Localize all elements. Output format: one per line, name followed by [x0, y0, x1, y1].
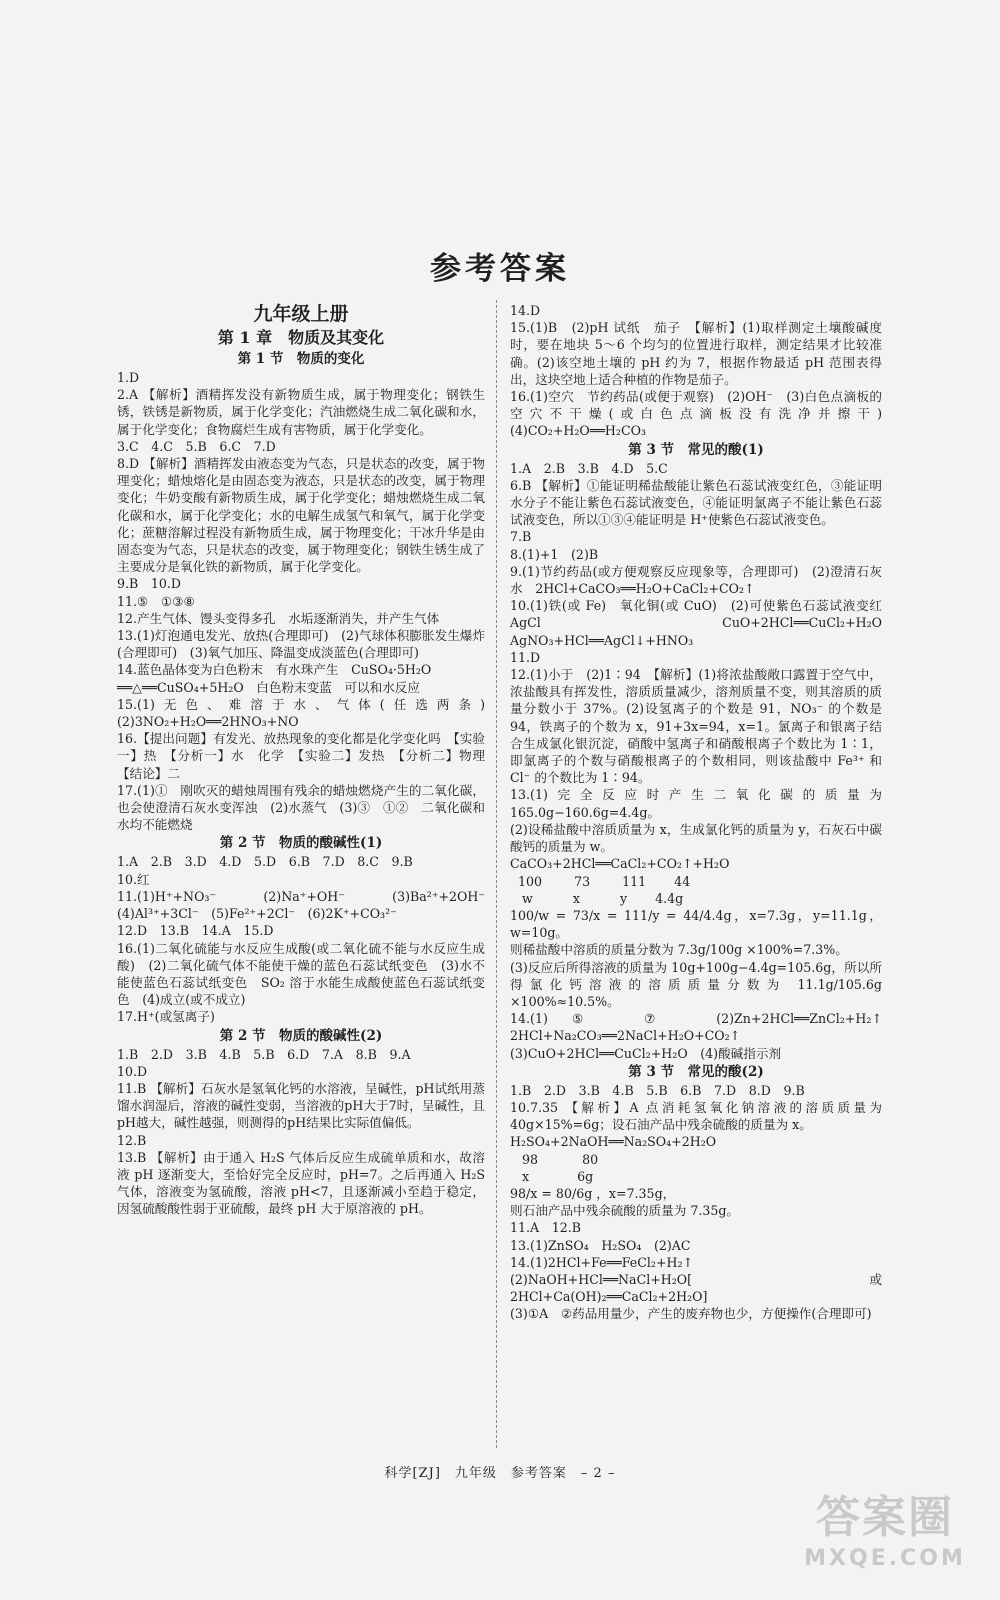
equation-row: 100 73 111 44: [510, 873, 691, 889]
section-heading: 第 3 节 常见的酸(2): [628, 1063, 764, 1080]
answer-line: 12.产生气体、馒头变得多孔 水垢逐渐消失，并产生气体: [117, 610, 440, 626]
answer-line: 100/w = 73/x = 111/y = 44/4.4g，x=7.3g，y=11.1g，w=10g。: [510, 907, 882, 941]
answer-line: 16.(1)二氧化硫能与水反应生成酸(或二氧化硫不能与水反应生成酸) (2)二氧化硫气体不能使干燥的蓝色石蕊试纸变色 (3)水不能使蓝色石蕊试纸变色 SO₂ 溶于水能生成酸使蓝色石蕊试纸变色 (4)成立(或不成立): [117, 940, 485, 1008]
answer-line: H₂SO₄+2NaOH══Na₂SO₄+2H₂O: [510, 1134, 717, 1150]
section-heading: 第 1 节 物质的变化: [237, 351, 365, 367]
answer-line: 98/x = 80/6g ，x=7.35g，: [510, 1185, 676, 1201]
answer-line: 13.(1)完全反应时产生二氧化碳的质量为 165.0g−160.6g=4.4g。: [510, 787, 882, 820]
section-heading: 第 3 节 常见的酸(1): [628, 441, 764, 458]
answer-line: 14.蓝色晶体变为白色粉末 有水珠产生 CuSO₄·5H₂O: [117, 662, 432, 678]
watermark-logo: [790, 1490, 980, 1590]
answer-line: 7.B: [510, 529, 532, 545]
answer-line: 10.(1)铁(或 Fe) 氧化铜(或 CuO) (2)可使紫色石蕊试液变红 AgCl CuO+2HCl══CuCl₂+H₂O AgNO₃+HCl══AgCl↓+HNO₃: [510, 598, 895, 648]
answer-line: 1.B 2.D 3.B 4.B 5.B 6.B 7.D 8.D 9.B: [510, 1082, 805, 1098]
answer-line: 11.⑤ ①③⑧: [117, 593, 195, 609]
page-footer: 科学[ZJ] 九年级 参考答案 – 2 –: [384, 1466, 616, 1481]
answer-line: ══△══CuSO₄+5H₂O 白色粉末变蓝 可以和水反应: [117, 679, 420, 695]
answer-line: 1.D: [117, 370, 140, 385]
answer-line: 17.H⁺(或氢离子): [117, 1009, 215, 1025]
answer-line: 12.B: [117, 1132, 147, 1148]
answer-line: 则稀盐酸中溶质的质量分数为 7.3g/100g ×100%=7.3%。: [510, 942, 848, 958]
answer-line: 9.B 10.D: [117, 576, 181, 592]
answer-line: 1.B 2.D 3.B 4.B 5.B 6.D 7.A 8.B 9.A: [117, 1046, 411, 1062]
right-column: [510, 302, 895, 1323]
answer-line: 9.(1)节约药品(或方便观察反应现象等，合理即可) (2)澄清石灰水 2HCl+CaCO₃══H₂O+CaCl₂+CO₂↑: [510, 563, 882, 597]
answer-line: 11.A 12.B: [510, 1220, 581, 1236]
answer-line: 11.D: [510, 649, 541, 665]
answer-line: CaCO₃+2HCl══CaCl₂+CO₂↑+H₂O: [510, 856, 730, 872]
chapter-heading: 第 1 章 物质及其变化: [217, 328, 385, 347]
equation-row: 98 80: [510, 1151, 599, 1167]
answer-line: 13.(1)灯泡通电发光、放热(合理即可) (2)气球体积膨胀发生爆炸(合理即可) (3)氧气加压、降温变成淡蓝色(合理即可): [117, 628, 485, 661]
answer-line: 13.B 【解析】由于通入 H₂S 气体后反应生成硫单质和水，故溶液 pH 逐渐变大，至恰好完全反应时，pH=7。之后再通入 H₂S 气体，溶液变为氢硫酸，溶液 pH<7，且逐渐减小至趋于稳定，因氢硫酸酸性弱于亚硫酸，最终 pH 大于原溶液的 pH。: [117, 1149, 485, 1217]
answer-line: 则石油产品中残余硫酸的质量为 7.35g。: [510, 1203, 740, 1219]
answer-line: 17.(1)① 刚吹灭的蜡烛周围有残余的蜡烛燃烧产生的二氧化碳，也会使澄清石灰水变浑浊 (2)水蒸气 (3)③ ①② 二氧化碳和水均不能燃烧: [117, 782, 485, 833]
answer-line: (2)设稀盐酸中溶质质量为 x，生成氯化钙的质量为 y，石灰石中碳酸钙的质量为 w。: [510, 821, 882, 855]
answer-line: 11.(1)H⁺+NO₃⁻ (2)Na⁺+OH⁻ (3)Ba²⁺+2OH⁻ (4)Al³⁺+3Cl⁻ (5)Fe²⁺+2Cl⁻ (6)2K⁺+CO₃²⁻: [117, 888, 498, 922]
answer-line: 11.B 【解析】石灰水是氢氧化钙的水溶液，呈碱性，pH试纸用蒸馏水润湿后，溶液的碱性变弱，当溶液的pH大于7时，呈碱性，且pH越大，碱性越强，则测得的pH结果比实际值偏低。: [117, 1080, 485, 1131]
book-heading: 九年级上册: [253, 303, 349, 325]
answer-line: 16.(1)空穴 节约药品(或便于观察) (2)OH⁻ (3)白色点滴板的空穴不干燥(或白色点滴板没有洗净并擦干) (4)CO₂+H₂O══H₂CO₃: [510, 389, 895, 439]
answer-line: 10.D: [117, 1063, 148, 1079]
answer-line: 15.(1)无色、难溶于水、气体(任选两条) (2)3NO₂+H₂O══2HNO₃+NO: [117, 696, 498, 730]
page-title: 参考答案: [430, 251, 570, 287]
answer-line: 6.B 【解析】①能证明稀盐酸能让紫色石蕊试液变红色，③能证明水分子不能让紫色石蕊试液变色，④能证明氯离子不能让紫色石蕊试液变色，所以①③④能证明是 H⁺使紫色石蕊试液变色。: [510, 477, 882, 528]
answer-line: 2.A 【解析】酒精挥发没有新物质生成，属于物理变化；钢铁生锈，铁锈是新物质，属于化学变化；汽油燃烧生成二氧化碳和水，属于化学变化；食物腐烂生成有害物质，属于化学变化。: [117, 387, 485, 437]
left-column: [117, 302, 498, 1218]
watermark-url: MXQE.COM: [804, 1546, 966, 1571]
answer-line: 16.【提出问题】有发光、放热现象的变化都是化学变化吗 【实验一】热 【分析一】水 化学 【实验二】发热 【分析二】物理 【结论】二: [117, 731, 498, 781]
section-heading: 第 2 节 物质的酸碱性(2): [219, 1027, 383, 1044]
answer-line: (3)反应后所得溶液的质量为 10g+100g−4.4g=105.6g，所以所得氯化钙溶液的溶质质量分数为 11.1g/105.6g ×100%≈10.5%。: [510, 959, 882, 1009]
watermark-text: 答案圈: [816, 1492, 954, 1543]
answer-line: 12.D 13.B 14.A 15.D: [117, 923, 274, 939]
column-divider: [496, 300, 497, 1448]
answer-line: 15.(1)B (2)pH 试纸 茄子 【解析】(1)取样测定土壤酸碱度时，要在地块 5～6 个均匀的位置进行取样，测定结果才比较准确。(2)该空地土壤的 pH 约为 7，根据作物最适 pH 范围表得出，这块空地上适合种植的作物是茄子。: [510, 320, 882, 387]
answer-line: 14.(1)⑤ ⑦ (2)Zn+2HCl══ZnCl₂+H₂↑ 2HCl+Na₂CO₃══2NaCl+H₂O+CO₂↑ (3)CuO+2HCl══CuCl₂+H₂O (4)酸碱指示剂: [510, 1011, 895, 1061]
answer-line: 8.D 【解析】酒精挥发由液态变为气态，只是状态的改变，属于物理变化；蜡烛熔化是由固态变为液态，只是状态的改变，属于物理变化；牛奶变酸有新物质生成，属于化学变化；蜡烛燃烧生成二氧化碳和水，属于化学变化；水的电解生成氢气和氧气，属于化学变化；蔗糖溶解过程没有新物质生成，属于物理变化；干冰升华是由固态变为气态，只是状态的改变，属于物理变化；钢铁生锈生成了主要成分是氧化铁的新物质，属于化学变化。: [117, 456, 485, 575]
answer-line: 10.红: [117, 871, 150, 887]
equation-row: x 6g: [510, 1168, 594, 1184]
answer-line: 14.(1)2HCl+Fe══FeCl₂+H₂↑ (2)NaOH+HCl══NaCl+H₂O[或 2HCl+Ca(OH)₂══CaCl₂+2H₂O]: [510, 1254, 882, 1305]
answer-line: 10.7.35 【解析】A 点消耗氢氧化钠溶液的溶质质量为 40g×15%=6g；设石油产品中残余硫酸的质量为 x。: [510, 1099, 882, 1133]
answer-line: 13.(1)ZnSO₄ H₂SO₄ (2)AC: [510, 1237, 691, 1253]
answer-line: 1.A 2.B 3.D 4.D 5.D 6.B 7.D 8.C 9.B: [117, 854, 413, 870]
answer-line: 1.A 2.B 3.B 4.D 5.C: [510, 460, 668, 476]
answer-line: 3.C 4.C 5.B 6.C 7.D: [117, 438, 276, 454]
answer-line: 8.(1)+1 (2)B: [510, 546, 599, 562]
section-heading: 第 2 节 物质的酸碱性(1): [219, 835, 383, 852]
answer-line: 14.D: [510, 303, 541, 318]
answer-line: 12.(1)小于 (2)1∶94 【解析】(1)将浓盐酸敞口露置于空气中，浓盐酸具有挥发性，溶质质量减少，溶剂质量不变，则其溶质的质量分数小于 37%。(2)设氢离子的个数是 91，NO₃⁻ 的个数是 94，铁离子的个数为 x，91+3x=94，x=1。氯离子和银离子结合生成氯化银沉淀，硝酸中氢离子和硝酸根离子个数比为 1∶1，即氯离子的个数与硝酸根离子的个数相同，则该盐酸中 Fe³⁺ 和 Cl⁻ 的个数比为 1∶94。: [510, 667, 882, 786]
answer-line: (3)①A ②药品用量少，产生的废弃物也少，方便操作(合理即可): [510, 1306, 872, 1322]
equation-row: w x y 4.4g: [510, 890, 684, 906]
